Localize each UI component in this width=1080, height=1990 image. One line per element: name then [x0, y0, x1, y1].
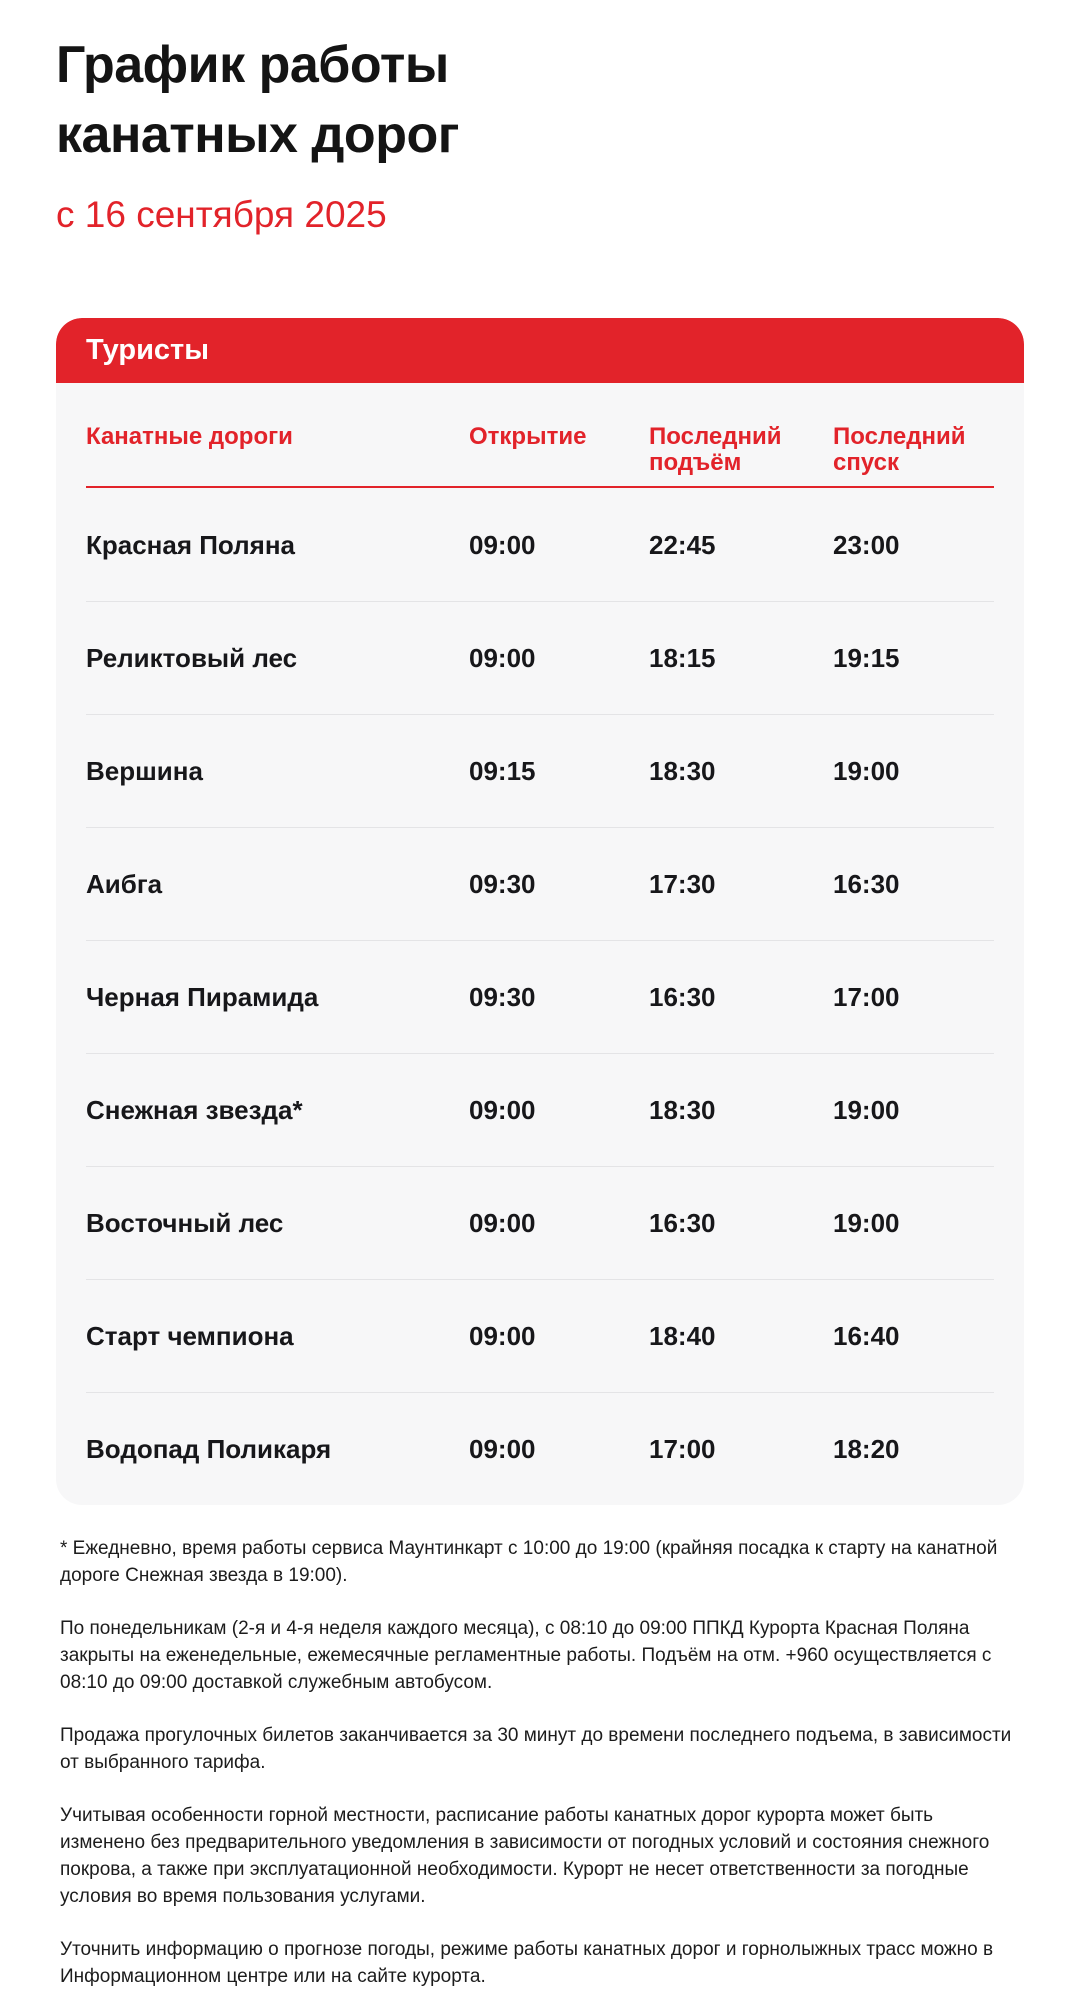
last-ascent-time: 16:30: [649, 982, 716, 1012]
last-ascent-time: 18:40: [649, 1321, 716, 1351]
cable-car-name: Вершина: [86, 756, 203, 786]
footnote-mountain-cart: * Ежедневно, время работы сервиса Маунтинкарт с 10:00 до 19:00 (крайняя посадка к старту на канатной дороге Снежная звезда в 19:00).: [60, 1538, 998, 1586]
card-header: [56, 318, 1024, 383]
cable-car-name: Старт чемпиона: [86, 1321, 294, 1351]
footnote-ticket-sales: Продажа прогулочных билетов заканчивается за 30 минут до времени последнего подъема, в зависимости от выбранного тарифа.: [60, 1725, 1012, 1773]
table-header-row: [86, 383, 994, 488]
table-row: [86, 488, 994, 601]
card-body: [56, 383, 1024, 1505]
last-descent-time: 19:00: [833, 1208, 900, 1238]
footnote-info-center: Уточнить информацию о прогнозе погоды, режиме работы канатных дорог и горнолыжных трасс можно в Информационном центре или на сайте курорта.: [60, 1939, 994, 1987]
last-descent-time: 17:00: [833, 982, 900, 1012]
last-descent-time: 16:30: [833, 869, 900, 899]
opening-time: 09:00: [469, 529, 536, 560]
footnote-weather-changes: Учитывая особенности горной местности, расписание работы канатных дорог курорта может быть изменено без предварительного уведомления в зависимости от погодных условий и состояния снежного покрова, а также при эксплуатационной необходимости. Курорт не несет ответственности за погодные условия во время пользования услугами.: [60, 1805, 990, 1907]
last-descent-time: 23:00: [833, 529, 900, 560]
opening-time: 09:00: [469, 1095, 536, 1125]
last-ascent-time: 17:30: [649, 869, 716, 899]
footnote-monday-maintenance: По понедельникам (2-я и 4-я неделя каждого месяца), с 08:10 до 09:00 ППКД Курорта Красная Поляна закрыты на еженедельные, ежемесячные регламентные работы. Подъём на отм. +960 осуществляется с 08:10 до 09:00 доставкой служебным автобусом.: [60, 1618, 992, 1693]
last-descent-time: 19:00: [833, 756, 900, 786]
opening-time: 09:00: [469, 1208, 536, 1238]
last-ascent-time: 16:30: [649, 1208, 716, 1238]
cable-car-name: Черная Пирамида: [86, 982, 319, 1012]
opening-time: 09:00: [469, 1434, 536, 1464]
last-ascent-time: 22:45: [649, 529, 716, 560]
last-ascent-time: 18:30: [649, 756, 716, 786]
last-descent-time: 16:40: [833, 1321, 900, 1351]
page-title-line-2: канатных дорог: [56, 106, 459, 164]
table-row: [86, 714, 994, 827]
table-row: [86, 601, 994, 714]
opening-time: 09:30: [469, 869, 536, 899]
opening-time: 09:30: [469, 982, 536, 1012]
page-title: [56, 0, 1024, 170]
effective-date-subtitle: с 16 сентября 2025: [56, 194, 387, 235]
page-title-line-1: График работы: [56, 36, 449, 94]
card-header-title: Туристы: [86, 334, 209, 366]
table-row: [86, 1279, 994, 1392]
tourists-schedule-card: [56, 318, 1024, 1505]
cable-car-name: Восточный лес: [86, 1208, 284, 1238]
column-header-last-descent: Последний спуск: [833, 423, 966, 476]
last-descent-time: 18:20: [833, 1434, 900, 1464]
table-row: [86, 827, 994, 940]
cable-car-name: Красная Поляна: [86, 529, 296, 560]
column-header-last-ascent: Последний подъём: [649, 423, 782, 476]
cable-car-name: Реликтовый лес: [86, 643, 298, 673]
cable-car-name: Аибга: [86, 869, 163, 899]
cable-car-name: Водопад Поликаря: [86, 1434, 332, 1464]
table-row: [86, 940, 994, 1053]
table-row: [86, 1166, 994, 1279]
table-row: [86, 1053, 994, 1166]
column-header-cable-cars: Канатные дороги: [86, 423, 293, 450]
table-row: [86, 1392, 994, 1505]
footnotes-section: [56, 1535, 1024, 1990]
last-descent-time: 19:00: [833, 1095, 900, 1125]
last-ascent-time: 17:00: [649, 1434, 716, 1464]
last-ascent-time: 18:15: [649, 643, 716, 673]
last-ascent-time: 18:30: [649, 1095, 716, 1125]
opening-time: 09:00: [469, 1321, 536, 1351]
opening-time: 09:15: [469, 756, 536, 786]
cable-car-name: Снежная звезда*: [86, 1095, 303, 1125]
last-descent-time: 19:15: [833, 643, 900, 673]
opening-time: 09:00: [469, 643, 536, 673]
column-header-opening: Открытие: [469, 423, 587, 450]
